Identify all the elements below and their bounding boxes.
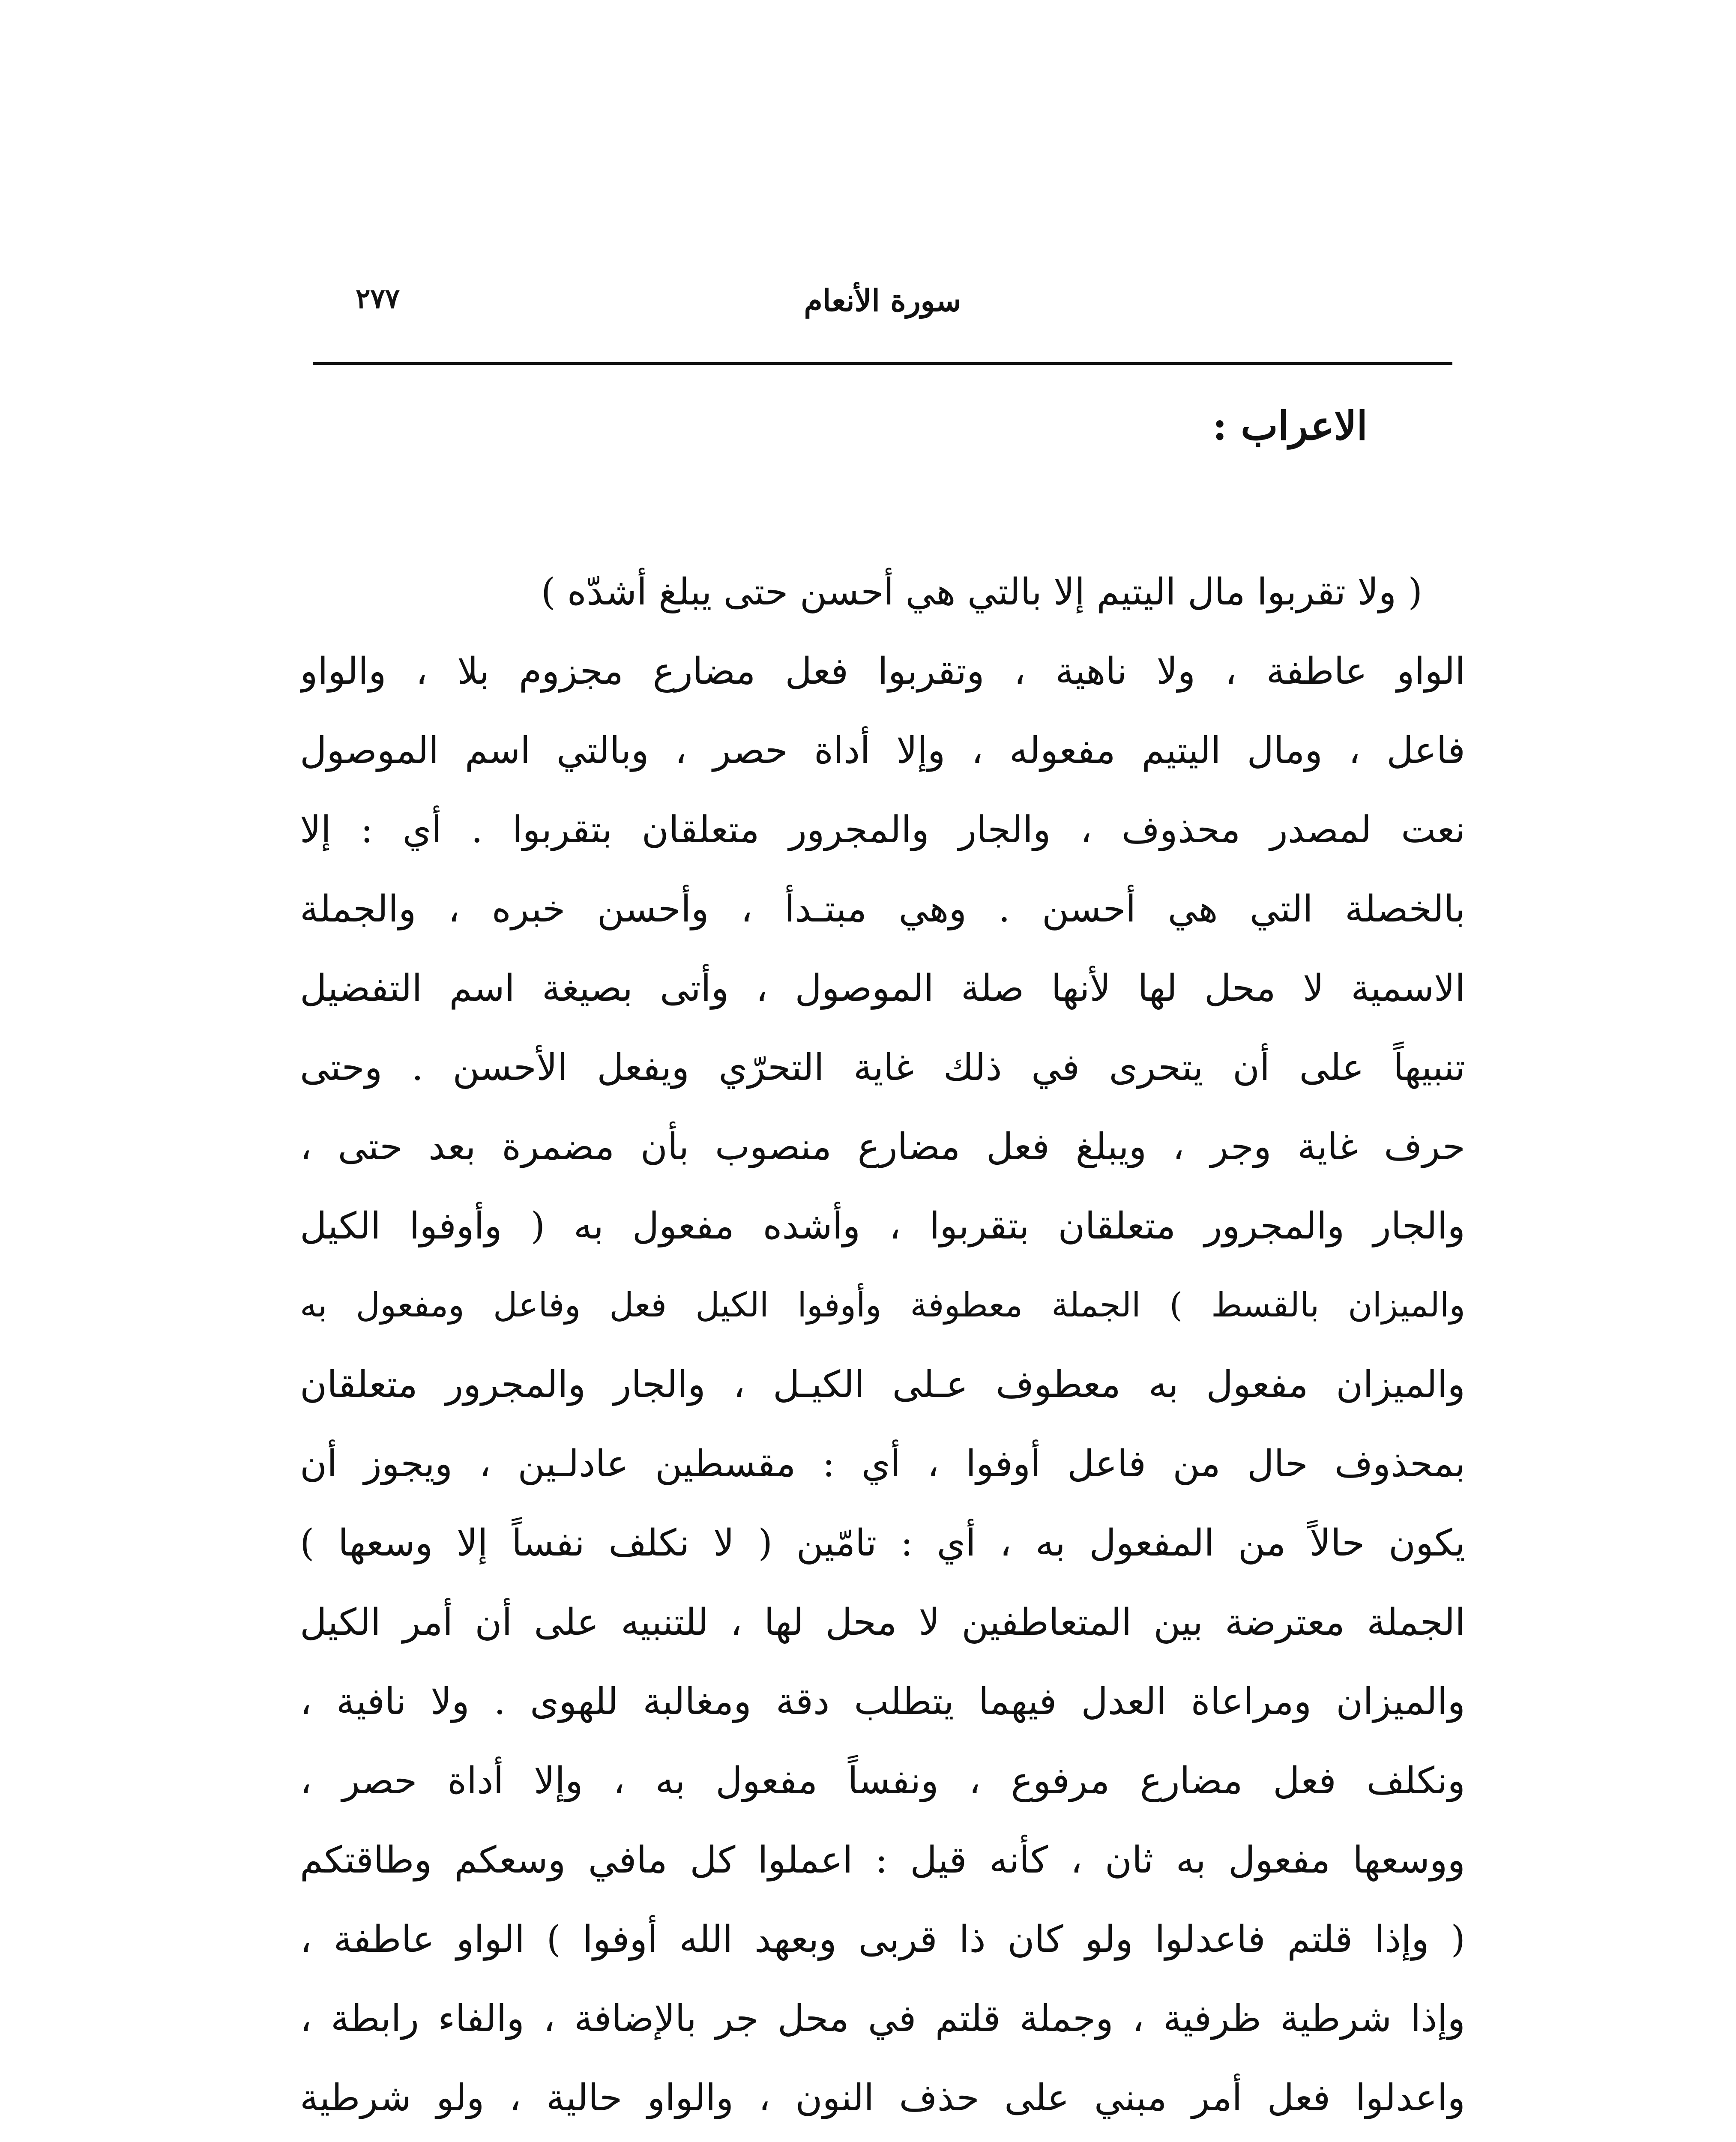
body-text	[300, 553, 1465, 2142]
text-line-19: وإذا شرطية ظرفية ، وجملة قلتم في محل جر بالإضافة ، والفاء رابطة ،	[300, 1997, 1465, 2040]
text-line-20: واعدلوا فعل أمر مبني على حذف النون ، والواو حالية ، ولو شرطية	[300, 2076, 1465, 2119]
text-line-13: يكون حالاً من المفعول به ، أي : تامّين ( لا نكلف نفساً إلا وسعها )	[300, 1522, 1465, 1565]
text-line-17: ووسعها مفعول به ثان ، كأنه قيل : اعملوا كل مافي وسعكم وطاقتكم	[300, 1839, 1465, 1882]
text-line-5: بالخصلة التي هي أحسن . وهي مبتـدأ ، وأحسن خبره ، والجملة	[300, 888, 1465, 930]
text-line-10: والميزان بالقسط ) الجملة معطوفة وأوفوا الكيل فعل وفاعل ومفعول به	[300, 1286, 1465, 1325]
text-line-8: حرف غاية وجر ، ويبلغ فعل مضارع منصوب بأن مضمرة بعد حتى ،	[300, 1125, 1465, 1168]
text-line-1: ( ولا تقربوا مال اليتيم إلا بالتي هي أحسن حتى يبلغ أشدّه )	[541, 571, 1422, 613]
text-line-18: ( وإذا قلتم فاعدلوا ولو كان ذا قربى وبعهد الله أوفوا ) الواو عاطفة ،	[300, 1918, 1465, 1961]
text-line-15: والميزان ومراعاة العدل فيهما يتطلب دقة ومغالبة للهوى . ولا نافية ،	[300, 1680, 1465, 1723]
surah-title: سورة الأنعام	[804, 283, 961, 318]
text-line-14: الجملة معترضة بين المتعاطفين لا محل لها ، للتنبيه على أن أمر الكيل	[300, 1601, 1465, 1644]
text-line-21	[300, 2138, 1465, 2142]
text-line-9: والجار والمجرور متعلقان بتقربوا ، وأشده مفعول به ( وأوفوا الكيل	[300, 1205, 1465, 1248]
text-line-6: الاسمية لا محل لها لأنها صلة الموصول ، وأتى بصيغة اسم التفضيل	[300, 967, 1465, 1010]
text-line-4: نعت لمصدر محذوف ، والجار والمجرور متعلقان بتقربوا . أي : إلا	[300, 808, 1465, 851]
text-line-12: بمحذوف حال من فاعل أوفوا ، أي : مقسطين عادلـين ، ويجوز أن	[300, 1442, 1465, 1485]
page-number: ٢٧٧	[356, 283, 400, 315]
text-line-16: ونكلف فعل مضارع مرفوع ، ونفساً مفعول به ، وإلا أداة حصر ،	[300, 1759, 1465, 1802]
text-line-3: فاعل ، ومال اليتيم مفعوله ، وإلا أداة حصر ، وبالتي اسم الموصول	[300, 729, 1465, 772]
page-header	[313, 257, 1452, 334]
section-heading: الاعراب :	[1212, 403, 1368, 449]
header-divider	[313, 362, 1452, 365]
text-line-2: الواو عاطفة ، ولا ناهية ، وتقربوا فعل مضارع مجزوم بلا ، والواو	[300, 650, 1465, 693]
text-line-7: تنبيهاً على أن يتحرى في ذلك غاية التحرّي ويفعل الأحسن . وحتى	[300, 1046, 1465, 1089]
text-line-11: والميزان مفعول به معطوف عـلى الكيـل ، والجار والمجرور متعلقان	[300, 1363, 1465, 1406]
